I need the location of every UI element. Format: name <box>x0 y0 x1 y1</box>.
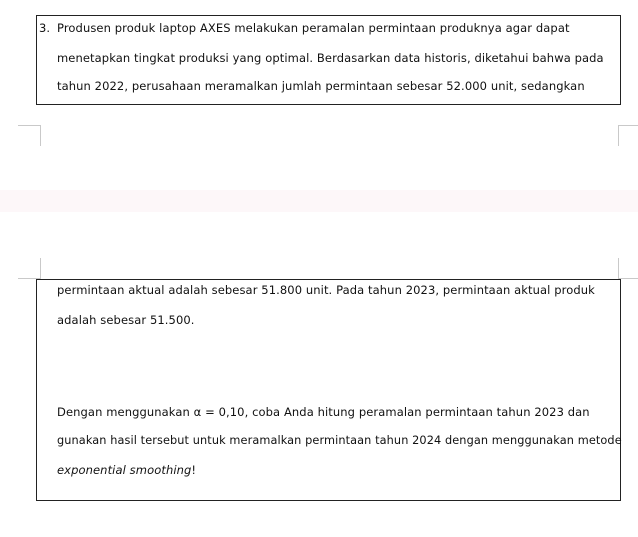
question-line: menetapkan tingkat produksi yang optimal. Berdasarkan data historis, diketahui bahwa pada <box>57 51 604 65</box>
page-corner-mark <box>18 258 41 279</box>
page-corner-mark <box>618 125 638 146</box>
question-line: Produsen produk laptop AXES melakukan peramalan permintaan produknya agar dapat <box>57 21 570 35</box>
page-corner-mark <box>18 125 41 146</box>
method-line <box>57 463 196 477</box>
instruction-line: gunakan hasil tersebut untuk meramalkan permintaan tahun 2024 dengan menggunakan metode <box>57 434 622 447</box>
page-corner-mark <box>618 258 638 279</box>
page-break-band <box>0 190 638 212</box>
question-line: permintaan aktual adalah sebesar 51.800 unit. Pada tahun 2023, permintaan aktual produk <box>57 283 595 297</box>
question-number: 3. <box>39 21 50 35</box>
method-name: exponential smoothing <box>57 463 192 477</box>
end-mark: ! <box>191 463 197 477</box>
question-box-page-1 <box>36 15 621 105</box>
instruction-line: Dengan menggunakan α = 0,10, coba Anda hitung peramalan permintaan tahun 2023 dan <box>57 405 590 419</box>
question-line: tahun 2022, perusahaan meramalkan jumlah permintaan sebesar 52.000 unit, sedangkan <box>57 79 585 93</box>
question-line: adalah sebesar 51.500. <box>57 313 195 327</box>
question-box-page-2 <box>36 279 621 501</box>
